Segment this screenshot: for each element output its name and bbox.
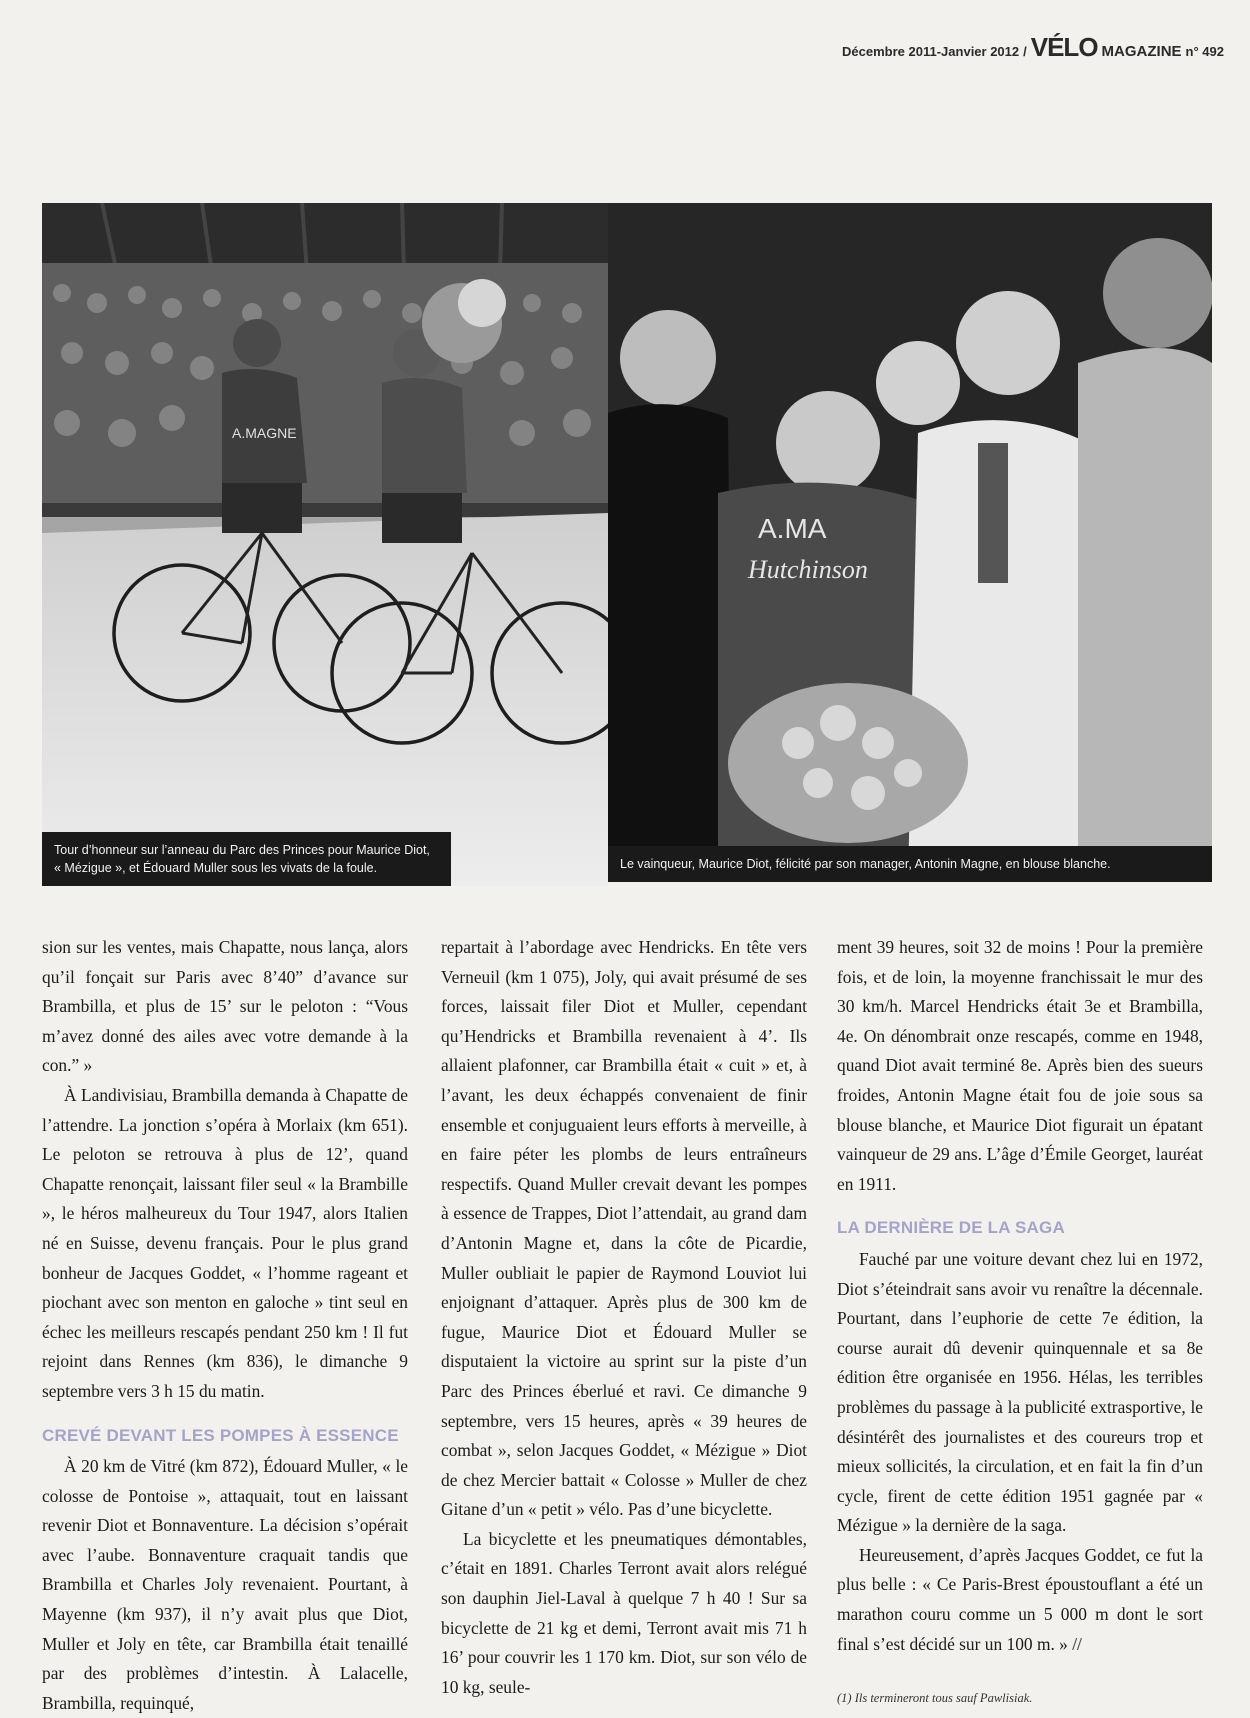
issue-number: n° 492 — [1185, 44, 1224, 59]
photo-caption-right: Le vainqueur, Maurice Diot, félicité par son manager, Antonin Magne, en blouse blanche. — [608, 846, 1212, 882]
page-header — [842, 32, 1224, 63]
photo-winner-congratulated — [608, 203, 1212, 882]
jersey-lettering-right-2: Hutchinson — [748, 555, 868, 584]
paragraph: repartait à l’abordage avec Hendricks. En tête vers Verneuil (km 1 075), Joly, qui avait présumé de ses forces, laissait filer Diot et Muller, cependant qu’Hendricks et Brambilla revenaient à 4’. Ils allaient plafonner, car Brambilla était « cuit » et, à l’avant, les deux échappés convenaient de finir ensemble et conjuguaient leurs efforts à merveille, à en faire péter les plombs de leurs entraîneurs respectifs. Quand Muller crevait devant les pompes à essence de Trappes, Diot l’attendait, au grand dam d’Antonin Magne et, dans la côte de Picardie, Muller oubliait le papier de Raymond Louviot lui enjoignant d’attaquer. Après plus de 300 km de fugue, Maurice Diot et Édouard Muller se disputaient la victoire au sprint sur la piste d’un Parc des Princes éberlué et ravi. Ce dimanche 9 septembre, vers 15 heures, après « 39 heures de combat », selon Jacques Goddet, « Mézigue » Diot de chez Mercier battait « Colosse » Muller de chez Gitane d’un « petit » vélo. Pas d’une bicyclette. — [441, 937, 807, 1520]
article-column-3 — [837, 933, 1203, 1659]
footnote: (1) Ils termineront tous sauf Pawlisiak. — [837, 1691, 1033, 1705]
final-paragraph-text: Heureusement, d’après Jacques Goddet, ce fut la plus belle : « Ce Paris-Brest époustouflant a été un marathon couru comme un 5 000 m dont le sort final s’est décidé sur un 100 m. » — [837, 1544, 1203, 1654]
end-mark: // — [1072, 1633, 1082, 1654]
article-column-2 — [441, 933, 807, 1702]
paragraph-final — [837, 1541, 1203, 1659]
header-separator: / — [1023, 44, 1027, 59]
article-column-1 — [42, 933, 408, 1718]
paragraph: sion sur les ventes, mais Chapatte, nous lança, alors qu’il fonçait sur Paris avec 8’40” d’avance sur Brambilla, et plus de 15’ sur le peloton : “Vous m’avez donné des ailes avec votre demande à la con.” » — [42, 937, 408, 1076]
magazine-brand: VÉLO — [1030, 32, 1098, 62]
paragraph: La bicyclette et les pneumatiques démontables, c’était en 1891. Charles Terront avait alors relégué son dauphin Jiel-Laval à quelque 7 h 40 ! Sur sa bicyclette de 21 kg et demi, Terront avait mis 71 h 16’ pour couvrir les 1 170 km. Diot, sur son vélo de 10 kg, seule- — [441, 1528, 807, 1697]
section-subhead: CREVÉ DEVANT LES POMPES À ESSENCE — [42, 1425, 399, 1445]
paragraph: À Landivisiau, Brambilla demanda à Chapatte de l’attendre. La jonction s’opéra à Morlaix (km 651). Le peloton se retrouva à plus de 12’, quand Chapatte renonçait, laissant filer seul « la Brambille », le héros malheureux du Tour 1947, alors Italien né en Suisse, devenu français. Pour le plus grand bonheur de Jacques Goddet, « l’homme rageant et piochant avec son menton en galoche » tint seul en échec les meilleurs rescapés pendant 250 km ! Il fut rejoint dans Rennes (km 836), le dimanche 9 septembre vers 3 h 15 du matin. — [42, 1084, 408, 1401]
magazine-word: MAGAZINE — [1101, 43, 1182, 60]
photo-left-illustration — [42, 203, 608, 886]
jersey-lettering-right-1: A.MA — [758, 513, 827, 544]
paragraph: ment 39 heures, soit 32 de moins ! Pour la première fois, et de loin, la moyenne franchissait le mur des 30 km/h. Marcel Hendricks était 3e et Brambilla, 4e. On dénombrait onze rescapés, comme en 1948, quand Diot avait terminé 8e. Après bien des sueurs froides, Antonin Magne était fou de joie sous sa blouse blanche, et Maurice Diot figurait un épatant vainqueur de 29 ans. L’âge d’Émile Georget, lauréat en 1911. — [837, 937, 1203, 1194]
article-body — [42, 933, 1210, 1713]
paragraph: À 20 km de Vitré (km 872), Édouard Muller, « le colosse de Pontoise », attaquait, tout en laissant revenir Diot et Bonnaventure. La décision s’opérait avec l’aube. Bonnaventure craquait tandis que Brambilla et Charles Joly revenaient. Pourtant, à Mayenne (km 937), il n’y avait plus que Diot, Muller et Joly en tête, car Brambilla était tenaillé par des problèmes d’intestin. À Lalacelle, Brambilla, requinqué, — [42, 1456, 408, 1713]
photo-cyclists-lap-of-honour — [42, 203, 608, 886]
issue-date: Décembre 2011-Janvier 2012 — [842, 44, 1020, 59]
photo-right-illustration — [608, 203, 1212, 882]
section-subhead: LA DERNIÈRE DE LA SAGA — [837, 1218, 1065, 1238]
jersey-lettering-left: A.MAGNE — [232, 425, 297, 441]
paragraph: Fauché par une voiture devant chez lui en 1972, Diot s’éteindrait sans avoir vu renaître la décennale. Pourtant, dans l’euphorie de cette 7e édition, la course aurait dû devenir quinquennale et sa 8e édition être organisée en 1956. Hélas, les terribles problèmes du passage à la publicité extrasportive, le désintérêt des journalistes et des coureurs trop et mieux sollicités, la circulation, et en fait la fin d’un cycle, firent de cette édition 1951 gagnée par « Mézigue » la dernière de la saga. — [837, 1248, 1203, 1536]
photo-caption-left: Tour d’honneur sur l’anneau du Parc des Princes pour Maurice Diot, « Mézigue », et Édouard Muller sous les vivats de la foule. — [42, 832, 451, 886]
